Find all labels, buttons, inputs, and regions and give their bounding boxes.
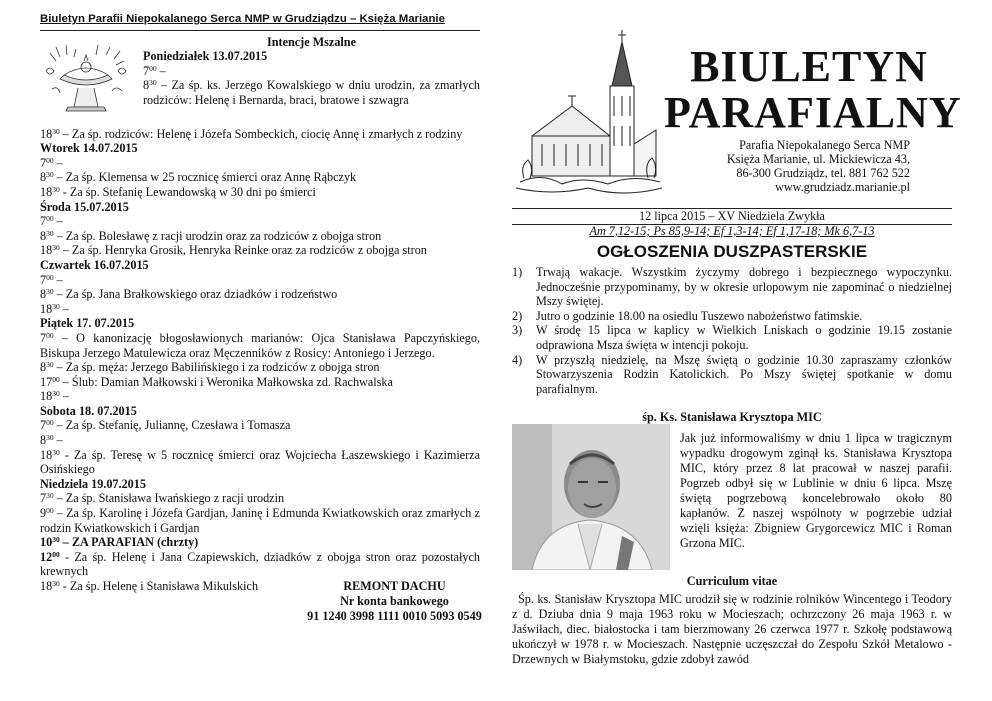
intention-entry: $18^{30}$ - Za śp. Helenę i Stanisława Mikulskich bbox=[40, 579, 259, 593]
address-line: 86-300 Grudziądz, tel. 881 762 522 bbox=[736, 166, 910, 180]
cv-text: Śp. ks. Stanisław Krysztopa MIC urodził się w rodzinie rolników Wincentego i Teodory z d. Dziuba dnia 9 maja 1963 roku w Mocieszach; ochrzczony 26 maja 1963 r. w Jaświłach, diec. białostocka i tam bierzmowany 26 czerwca 1977 r. Szkołę podstawową ukończył w 1978 r. w Mocieszach. Następnie uczęszczał do Zespołu Szkół Metalowo - Drzewnych w Białymstoku, gdzie zdobył zawód bbox=[512, 592, 952, 666]
title-line-1: BIULETYN bbox=[690, 42, 928, 91]
intention-entry: $9^{00}$ – Za śp. Karolinę i Józefa Gardjan, Janinę i Edmunda Kwiatkowskich oraz zmarłych z rodzin Kwiatkowskich i Gardjan bbox=[40, 506, 480, 535]
bank-account-label: Nr konta bankowego bbox=[340, 594, 449, 608]
intention-entry: $18^{30}$ - Za śp. Stefanię Lewandowską w 30 dni po śmierci bbox=[40, 184, 316, 199]
intention-entry: $7^{30}$ – Za śp. Stanisława Iwańskiego z racji urodzin bbox=[40, 491, 285, 506]
obituary-title: śp. Ks. Stanisława Krysztopa MIC bbox=[642, 410, 822, 424]
day-title: Środa 15.07.2015 bbox=[40, 199, 129, 214]
parish-address bbox=[710, 138, 910, 194]
intentions-intro bbox=[40, 35, 480, 127]
intention-entry: $18^{30}$ – Za śp. Henryka Grosik, Henryka Reinke oraz za rodziców z obojga stron bbox=[40, 243, 427, 258]
intention-entry: $7^{00}$ – bbox=[143, 63, 166, 78]
liturgical-readings: Am 7,12-15; Ps 85,9-14; Ef 1,3-14; Ef 1,17-18; Mk 6,7-13 bbox=[589, 224, 875, 238]
bulletin-header: Biuletyn Parafii Niepokalanego Serca NMP w Grudziądzu – Księża Marianie bbox=[40, 13, 445, 25]
priest-photo bbox=[512, 424, 670, 570]
header-rule bbox=[40, 30, 480, 31]
date-line: 12 lipca 2015 – XV Niedziela Zwykła bbox=[512, 208, 952, 225]
bulletin-title bbox=[664, 42, 962, 137]
intention-entry: $7^{00}$ – bbox=[40, 155, 63, 170]
day-title: Poniedziałek 13.07.2015 bbox=[143, 49, 268, 64]
intention-entry: $8^{30}$ – Za śp. ks. Jerzego Kowalskiego w dniu urodzin, za zmarłych rodziców: Helenę i Bernarda, braci, bratowe i szwagra bbox=[143, 78, 480, 107]
intention-entry: $7^{00}$ – Za śp. Stefanię, Juliannę, Czesława i Tomasza bbox=[40, 418, 291, 433]
chalice-illustration bbox=[40, 41, 132, 115]
intention-entry: $18^{30}$ – bbox=[40, 389, 69, 404]
intention-entry: $8^{30}$ – Za śp. męża: Jerzego Babilińskiego i za rodziców z obojga stron bbox=[40, 360, 380, 375]
address-line: Księża Marianie, ul. Mickiewicza 43, bbox=[726, 152, 910, 166]
website-link[interactable]: www.grudziadz.marianie.pl bbox=[775, 180, 910, 194]
bank-account-number: 91 1240 3998 1111 0010 5093 0549 bbox=[307, 609, 482, 623]
day-title: Niedziela 19.07.2015 bbox=[40, 476, 146, 491]
intention-entry: $7^{00}$ – bbox=[40, 272, 63, 287]
intention-entry: $8^{30}$ – Za śp. Bolesławę z racji urodzin oraz za rodziców z obojga stron bbox=[40, 228, 382, 243]
day-title: Sobota 18. 07.2015 bbox=[40, 403, 137, 418]
address-line: Parafia Niepokalanego Serca NMP bbox=[739, 138, 910, 152]
intentions-title: Intencje Mszalne bbox=[266, 34, 356, 49]
roof-repair-title: REMONT DACHU bbox=[343, 579, 446, 593]
obituary-text: Jak już informowaliśmy w dniu 1 lipca w tragicznym wypadku drogowym zginął ks. Stanisława Krysztopa MIC, który przez 8 lat pracował w naszej parafii. Pogrzeb odbył się w Lublinie w dniu 6 lipca. Mszę świętą pogrzebową koncelebrowało około 80 kapłanów. Z naszej wspólnoty w pogrzebie udział wzięli księża: Zbigniew Grygorcewicz MIC i Roman Grzona MIC. bbox=[680, 431, 952, 550]
announcement-item: 3) W środę 15 lipca w kaplicy w Wielkich Lniskach o godzinie 19.15 zostanie odprawiona Msza święta w intencji pokoju. bbox=[512, 323, 952, 352]
day-title: Piątek 17. 07.2015 bbox=[40, 316, 135, 331]
intention-entry: $8^{30}$ – bbox=[40, 433, 63, 448]
announcement-item: 4) W przyszłą niedzielę, na Mszę świętą o godzinie 10.30 zapraszamy członków Stowarzyszenia Rodzin Katolickich. Po Mszy świętej spotkanie w domu parafialnym. bbox=[512, 352, 952, 396]
intention-entry: $10^{30}$ – ZA PARAFIAN (chrzty) bbox=[40, 535, 199, 550]
title-line-2: PARAFIALNY bbox=[664, 88, 962, 137]
intention-entry: $8^{30}$ – Za śp. Klemensa w 25 rocznicę śmierci oraz Annę Rąbczyk bbox=[40, 170, 357, 185]
roof-repair-box bbox=[292, 579, 497, 624]
intention-entry: $12^{00}$ - Za śp. Helenę i Jana Czapiewskich, dziadków z obojga stron oraz pozostałych krewnych bbox=[40, 549, 480, 579]
intention-entry: $7^{00}$ – O kanonizację błogosławionych marianów: Ojca Stanisława Papczyńskiego, Biskupa Jerzego Matulewicza oraz Męczenników z Rosicy: Antoniego i Jerzego. bbox=[40, 330, 480, 360]
announcements-list bbox=[512, 265, 952, 396]
church-illustration bbox=[512, 26, 664, 204]
bottom-block bbox=[40, 579, 482, 623]
intentions-first-block bbox=[143, 35, 480, 108]
day-title: Czwartek 16.07.2015 bbox=[40, 257, 149, 272]
intention-entry: $7^{00}$ – bbox=[40, 214, 63, 229]
announcements-title: OGŁOSZENIA DUSZPASTERSKIE bbox=[596, 242, 868, 261]
left-page bbox=[40, 12, 482, 623]
intention-entry: $18^{30}$ – Za śp. rodziców: Helenę i Józefa Sombeckich, ciocię Annę i zmarłych z rodziny bbox=[40, 126, 463, 141]
intention-entry: $17^{00}$ – Ślub: Damian Małkowski i Weronika Małkowska zd. Rachwalska bbox=[40, 374, 393, 389]
intention-entry: $18^{30}$ – bbox=[40, 301, 69, 316]
intention-entry: $18^{30}$ - Za śp. Teresę w 5 rocznicę śmierci oraz Wojciecha Łaszewskiego i Kazimierza Osińskiego bbox=[40, 447, 480, 477]
intention-entry: $8^{30}$ – Za śp. Jana Brałkowskiego oraz dziadków i rodzeństwo bbox=[40, 287, 338, 302]
intentions-list bbox=[40, 126, 482, 623]
announcement-item: 2) Jutro o godzinie 18.00 na osiedlu Tuszewo nabożeństwo fatimskie. bbox=[512, 308, 863, 323]
day-title: Wtorek 14.07.2015 bbox=[40, 141, 138, 156]
cv-title: Curriculum vitae bbox=[686, 574, 778, 588]
announcement-item: 1) Trwają wakacje. Wszystkim życzymy dobrego i bezpiecznego wypoczynku. Jednocześnie przypominamy, by w okresie urlopowym nie zapominać o niedzielnej Mszy świętej. bbox=[512, 265, 952, 309]
